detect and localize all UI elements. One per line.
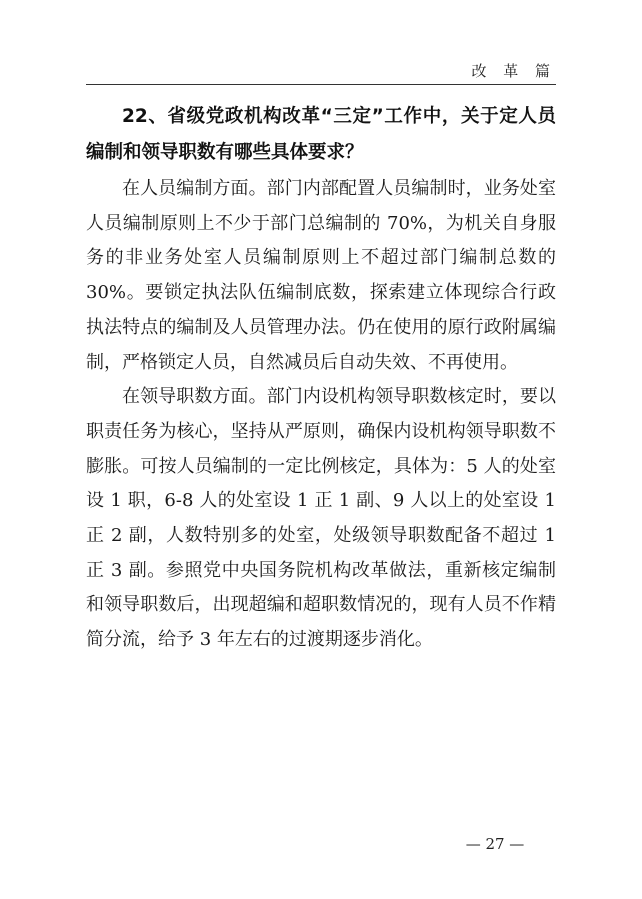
running-header: 改 革 篇 <box>471 62 556 80</box>
body-text <box>86 172 556 658</box>
page-number: — 27 — <box>465 835 525 853</box>
paragraph-leadership: 在领导职数方面。部门内设机构领导职数核定时，要以职责任务为核心，坚持从严原则，确保内设机构领导职数不膨胀。可按人员编制的一定比例核定，具体为：5 人的处室设 1 职，6-8 人的处室设 1 正 1 副、9 人以上的处室设 1 正 2 副，人数特别多的处室，处级领导职数配备不超过 1 正 3 副。参照党中央国务院机构改革做法，重新核定编制和领导职数后，出现超编和超职数情况的，现有人员不作精简分流，给予 3 年左右的过渡期逐步消化。 <box>86 386 556 651</box>
paragraph-staffing: 在人员编制方面。部门内部配置人员编制时，业务处室人员编制原则上不少于部门总编制的 70%，为机关自身服务的非业务处室人员编制原则上不超过部门编制总数的30%。要锁定执法队伍编制底数，探索建立体现综合行政执法特点的编制及人员管理办法。仍在使用的原行政附属编制，严格锁定人员，自然减员后自动失效、不再使用。 <box>86 178 556 373</box>
question-heading: 22、省级党政机构改革“三定”工作中，关于定人员编制和领导职数有哪些具体要求？ <box>86 106 556 163</box>
header-rule <box>86 84 556 85</box>
